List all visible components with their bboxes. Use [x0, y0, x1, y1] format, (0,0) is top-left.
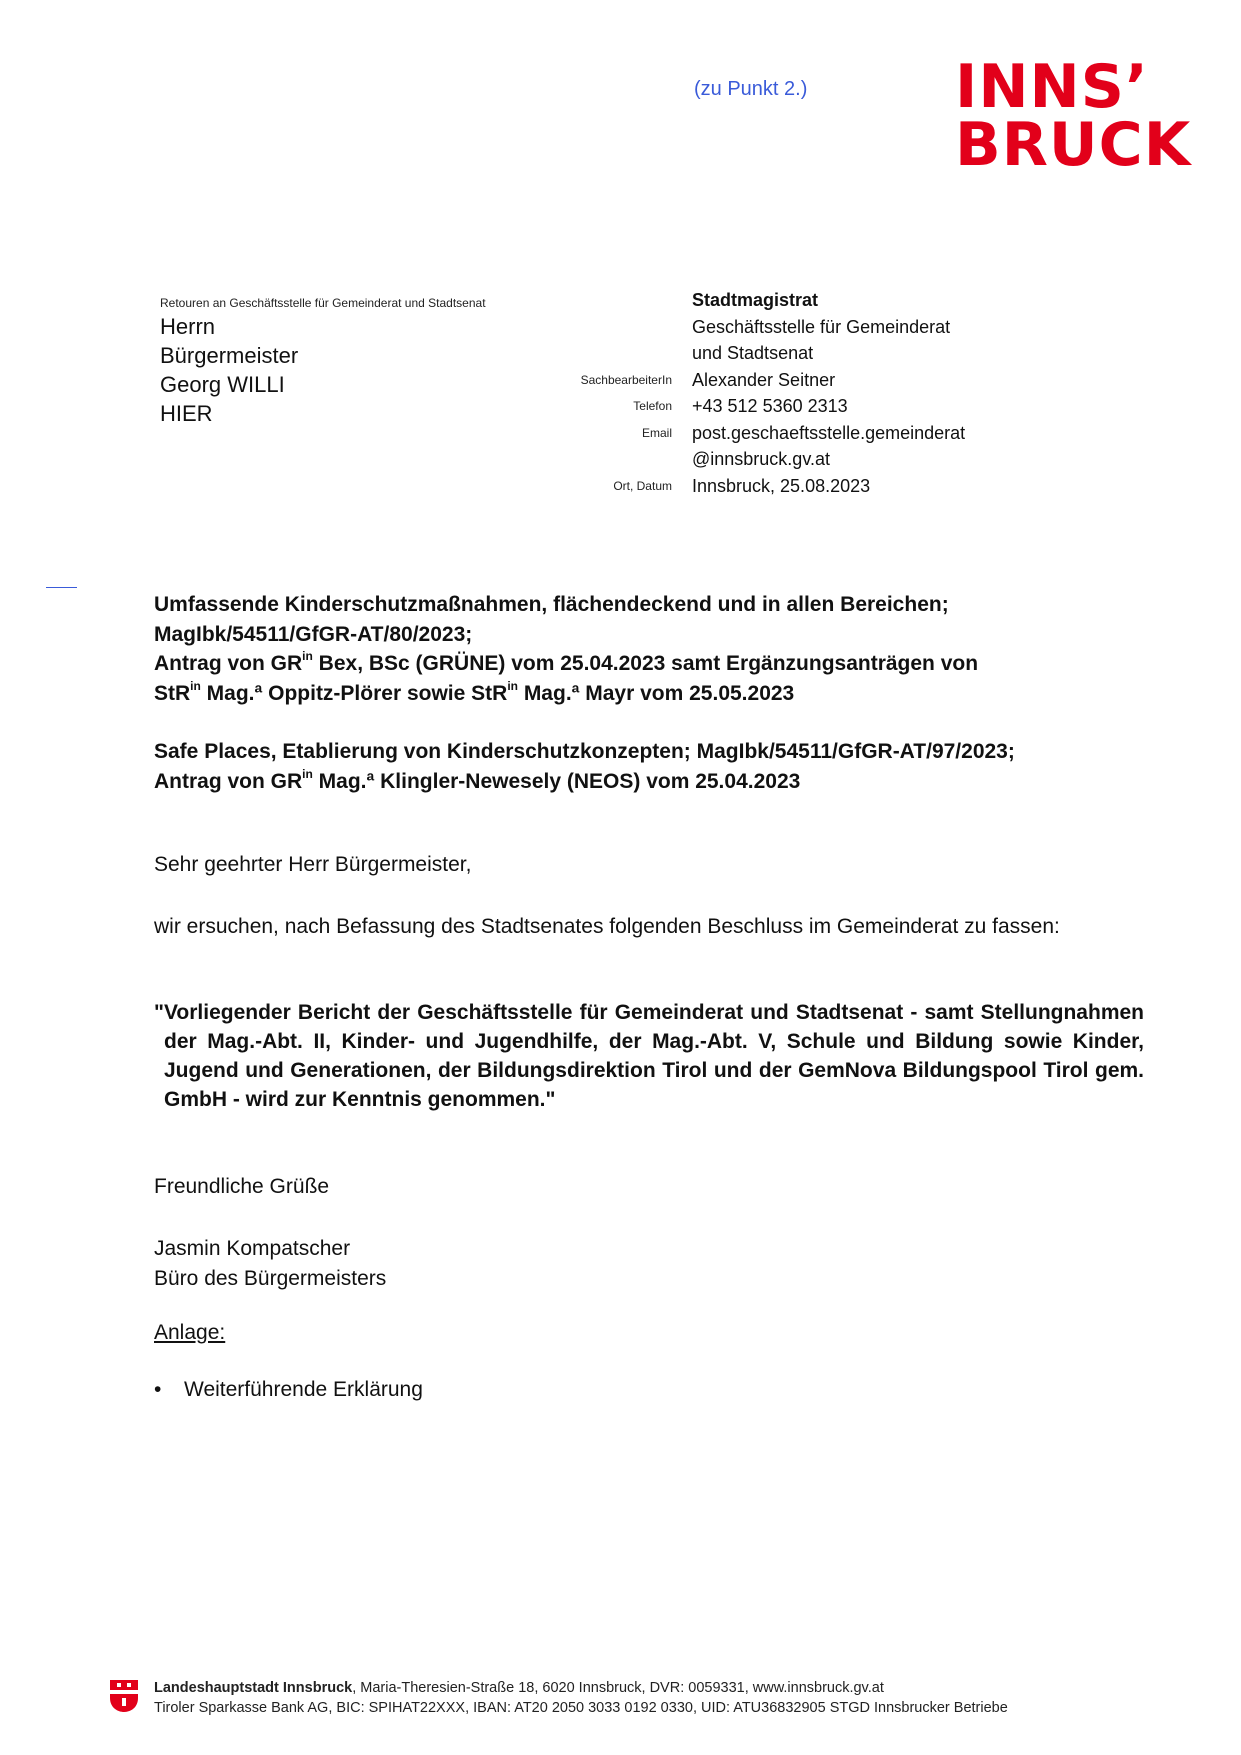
fold-mark	[46, 587, 77, 588]
attachment-item-label: Weiterführende Erklärung	[184, 1378, 423, 1401]
sender-organization: Stadtmagistrat	[692, 290, 819, 310]
sender-label	[520, 340, 672, 367]
footer-line-1: Landeshauptstadt Innsbruck, Maria-Theresien-Straße 18, 6020 Innsbruck, DVR: 0059331, www.innsbruck.gv.at	[154, 1680, 884, 1696]
bullet-icon: •	[154, 1378, 162, 1401]
signer-name: Jasmin Kompatscher	[154, 1237, 351, 1260]
logo-line-2: BRUCK	[955, 110, 1192, 180]
footer	[154, 1678, 1008, 1718]
footer-line-2: Tiroler Sparkasse Bank AG, BIC: SPIHAT22XXX, IBAN: AT20 2050 3033 0192 0330, UID: ATU36832905 STGD Innsbrucker Betriebe	[154, 1700, 1008, 1716]
logo-line-1: INNS’	[955, 52, 1149, 122]
subject-line: Antrag von $GR^{in}$ Bex, BSc (GRÜNE) vom 25.04.2023 samt Ergänzungsanträgen von	[154, 649, 979, 675]
recipient-line: Herrn	[160, 314, 216, 339]
subject-line: Safe Places, Etablierung von Kinderschutzkonzepten; MagIbk/54511/GfGR-AT/97/2023;	[154, 740, 1015, 763]
sender-details	[692, 287, 965, 499]
sender-department: Geschäftsstelle für Gemeinderat	[692, 316, 951, 337]
return-address: Retouren an Geschäftsstelle für Gemeinderat und Stadtsenat	[160, 296, 486, 310]
sender-labels	[520, 287, 672, 499]
attachment-item	[154, 1378, 423, 1402]
request-text: wir ersuchen, nach Befassung des Stadtsenates folgenden Beschluss im Gemeinderat zu fassen:	[154, 915, 1060, 938]
innsbruck-logo	[955, 52, 1195, 180]
sender-email: post.geschaeftsstelle.gemeinderat	[692, 422, 966, 443]
sender-phone: +43 512 5360 2313	[692, 396, 848, 416]
recipient-line: Georg WILLI	[160, 372, 285, 397]
sender-label	[520, 314, 672, 341]
agenda-reference: (zu Punkt 2.)	[694, 78, 808, 100]
subject-block	[154, 590, 1114, 796]
sender-label: SachbearbeiterIn	[580, 372, 672, 387]
sender-label	[520, 446, 672, 473]
sender-email: @innsbruck.gv.at	[692, 449, 830, 469]
subject-line: Antrag von $GR^{in}$ Mag.ª Klingler-Newesely (NEOS) vom 25.04.2023	[154, 766, 801, 793]
sender-label: Telefon	[633, 399, 672, 413]
sender-label: Email	[641, 425, 672, 440]
sender-label	[520, 287, 672, 314]
city-crest-icon	[108, 1678, 140, 1714]
resolution-text: "Vorliegender Bericht der Geschäftsstelle für Gemeinderat und Stadtsenat - samt Stellungnahmen der Mag.-Abt. II, Kinder- und Jugendhilfe, der Mag.-Abt. V, Schule und Bildung sowie Kinder, Jugend und Generationen, der Bildungsdirektion Tirol und der GemNova Bildungspool Tirol gem. GmbH - wird zur Kenntnis genommen."	[154, 1001, 1144, 1111]
sender-department: und Stadtsenat	[692, 343, 814, 363]
recipient-line: HIER	[160, 401, 213, 426]
subject-line: StR$^{in}$ Mag.ª Oppitz-Plörer sowie StR$^{in}$ Mag.ª Mayr vom 25.05.2023	[154, 678, 795, 705]
subject-line: MagIbk/54511/GfGR-AT/80/2023;	[154, 622, 473, 646]
sender-clerk: Alexander Seitner	[692, 369, 836, 390]
salutation: Sehr geehrter Herr Bürgermeister,	[154, 853, 472, 876]
sender-label: Ort, Datum	[613, 478, 672, 493]
recipient-address	[160, 312, 298, 428]
recipient-line: Bürgermeister	[160, 343, 299, 368]
signer-office: Büro des Bürgermeisters	[154, 1266, 387, 1290]
attachment-heading: Anlage:	[154, 1321, 226, 1344]
signature-block	[154, 1234, 386, 1293]
closing-greeting: Freundliche Grüße	[154, 1175, 330, 1198]
sender-date: Innsbruck, 25.08.2023	[692, 475, 871, 496]
subject-line: Umfassende Kinderschutzmaßnahmen, flächendeckend und in allen Bereichen;	[154, 593, 949, 616]
